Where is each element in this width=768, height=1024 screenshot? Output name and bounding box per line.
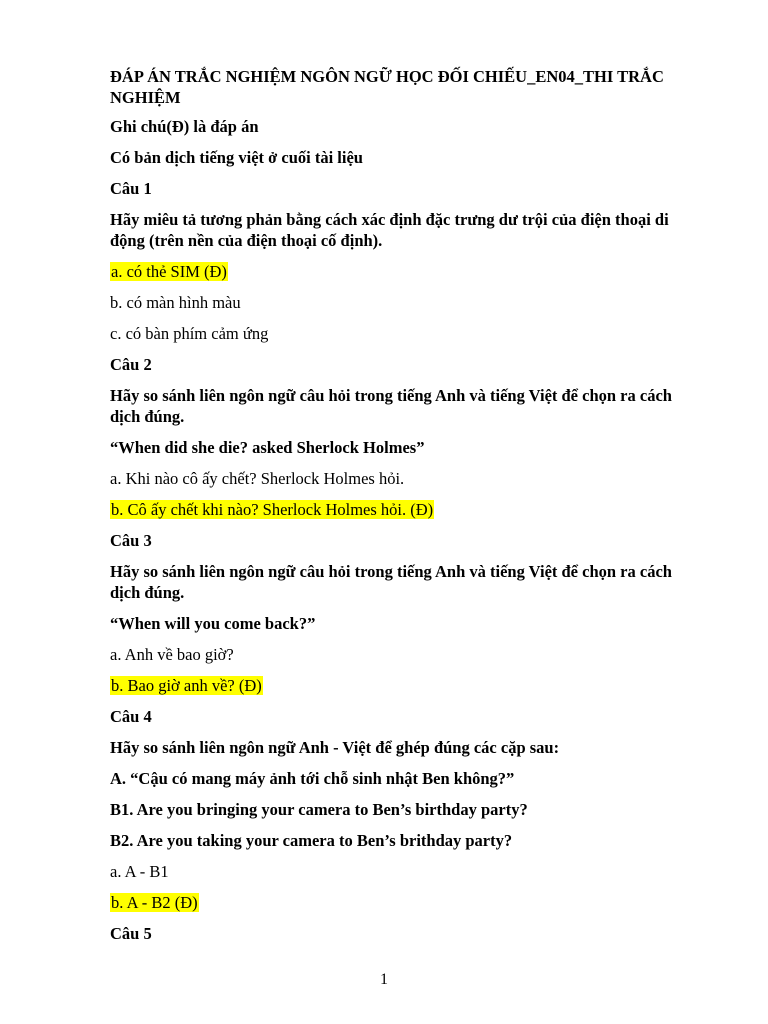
question-1-label: Câu 1 [110, 179, 152, 198]
question-3-option-b [110, 675, 690, 696]
question-4-text: Hãy so sánh liên ngôn ngữ Anh - Việt để ghép đúng các cặp sau: [110, 738, 560, 757]
document-content [110, 66, 690, 954]
correct-answer-highlight: b. Bao giờ anh về? (Đ) [111, 676, 262, 695]
question-1-option-a [110, 261, 690, 282]
question-3-option-a: a. Anh về bao giờ? [110, 645, 234, 664]
question-2-text: Hãy so sánh liên ngôn ngữ câu hỏi trong tiếng Anh và tiếng Việt để chọn ra cách dịch đúng. [110, 386, 672, 426]
correct-answer-highlight: a. có thẻ SIM (Đ) [111, 262, 227, 281]
page-number: 1 [380, 971, 388, 988]
correct-answer-highlight: b. A - B2 (Đ) [111, 893, 198, 912]
question-4-option-a: a. A - B1 [110, 862, 169, 881]
question-2-quote: “When did she die? asked Sherlock Holmes” [110, 438, 425, 457]
question-2-option-b [110, 499, 690, 520]
correct-answer-highlight: b. Cô ấy chết khi nào? Sherlock Holmes hỏi. (Đ) [111, 500, 434, 519]
document-note-translation: Có bản dịch tiếng việt ở cuối tài liệu [110, 148, 363, 167]
question-3-text: Hãy so sánh liên ngôn ngữ câu hỏi trong tiếng Anh và tiếng Việt để chọn ra cách dịch đúng. [110, 562, 672, 602]
document-note: Ghi chú(Đ) là đáp án [110, 117, 259, 136]
question-2-label: Câu 2 [110, 355, 152, 374]
question-3-label: Câu 3 [110, 531, 152, 550]
question-4-item-a: A. “Cậu có mang máy ảnh tới chỗ sinh nhật Ben không?” [110, 769, 515, 788]
question-5-label: Câu 5 [110, 924, 152, 943]
question-3-quote: “When will you come back?” [110, 614, 316, 633]
question-1-text: Hãy miêu tả tương phản bằng cách xác định đặc trưng dư trội của điện thoại di động (trên nền của điện thoại cố định). [110, 210, 669, 250]
question-4-item-b2: B2. Are you taking your camera to Ben’s brithday party? [110, 831, 513, 850]
document-title: ĐÁP ÁN TRẮC NGHIỆM NGÔN NGỮ HỌC ĐỐI CHIẾU_EN04_THI TRẮC NGHIỆM [110, 67, 664, 107]
question-4-label: Câu 4 [110, 707, 152, 726]
question-4-option-b [110, 892, 690, 913]
question-1-option-c: c. có bàn phím cảm ứng [110, 324, 269, 343]
question-2-option-a: a. Khi nào cô ấy chết? Sherlock Holmes hỏi. [110, 469, 405, 488]
question-1-option-b: b. có màn hình màu [110, 293, 241, 312]
question-4-item-b1: B1. Are you bringing your camera to Ben’s birthday party? [110, 800, 528, 819]
